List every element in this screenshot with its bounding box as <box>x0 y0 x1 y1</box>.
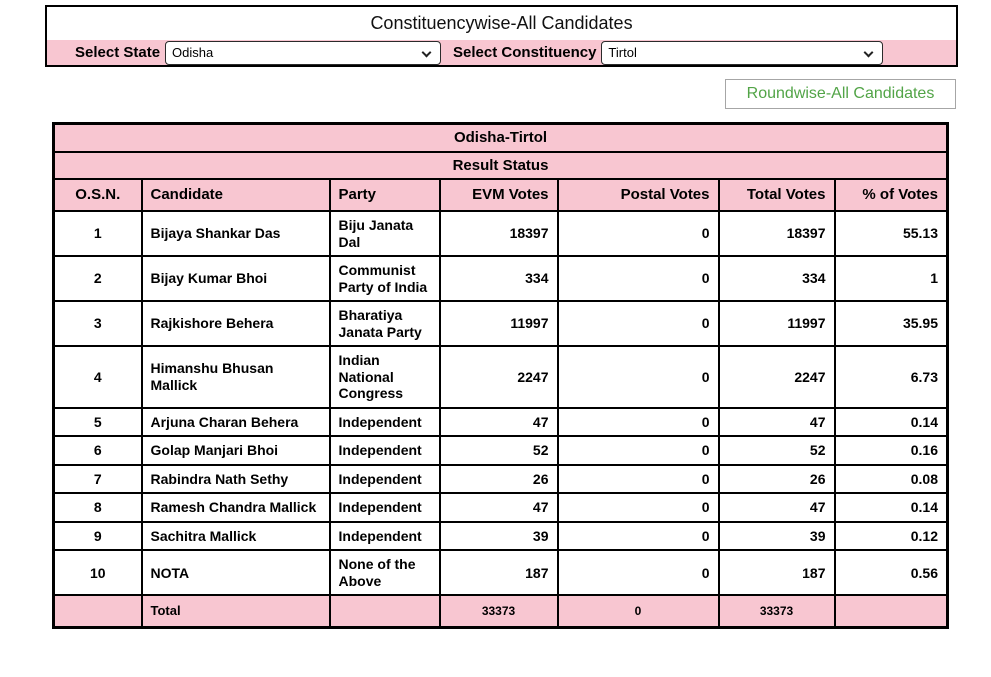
header-panel <box>45 5 958 67</box>
cell-pct-votes: 55.13 <box>835 211 948 256</box>
cell-total-votes: 334 <box>719 256 835 301</box>
cell-party: Independent <box>330 493 440 522</box>
cell-evm-votes: 11997 <box>440 301 558 346</box>
cell-pct-votes: 0.12 <box>835 522 948 551</box>
cell-evm-votes: 39 <box>440 522 558 551</box>
table-row <box>54 522 948 551</box>
cell-osn: 5 <box>54 408 142 437</box>
column-header-total-votes: Total Votes <box>719 179 835 211</box>
cell-postal-votes: 0 <box>558 550 719 595</box>
column-header-evm-votes: EVM Votes <box>440 179 558 211</box>
cell-total-votes: 26 <box>719 465 835 494</box>
filter-bar <box>47 40 956 65</box>
cell-candidate: Bijay Kumar Bhoi <box>142 256 330 301</box>
cell-evm-votes: 2247 <box>440 346 558 408</box>
cell-candidate: Rajkishore Behera <box>142 301 330 346</box>
table-row <box>54 436 948 465</box>
table-subtitle: Result Status <box>54 152 948 180</box>
table-row <box>54 301 948 346</box>
table-row <box>54 256 948 301</box>
cell-total-votes: 187 <box>719 550 835 595</box>
cell-party: Independent <box>330 465 440 494</box>
total-postal-votes: 0 <box>558 595 719 627</box>
cell-total-votes: 11997 <box>719 301 835 346</box>
cell-osn: 9 <box>54 522 142 551</box>
cell-pct-votes: 1 <box>835 256 948 301</box>
cell-postal-votes: 0 <box>558 408 719 437</box>
cell-pct-votes: 35.95 <box>835 301 948 346</box>
cell-postal-votes: 0 <box>558 346 719 408</box>
select-constituency-label: Select Constituency <box>453 44 597 61</box>
table-row <box>54 346 948 408</box>
cell-postal-votes: 0 <box>558 211 719 256</box>
cell-evm-votes: 18397 <box>440 211 558 256</box>
cell-osn: 2 <box>54 256 142 301</box>
cell-osn: 7 <box>54 465 142 494</box>
chevron-down-icon <box>864 47 874 57</box>
cell-evm-votes: 334 <box>440 256 558 301</box>
cell-total-votes: 52 <box>719 436 835 465</box>
cell-osn: 4 <box>54 346 142 408</box>
column-header-pct-votes: % of Votes <box>835 179 948 211</box>
cell-evm-votes: 26 <box>440 465 558 494</box>
results-table-body <box>54 211 948 595</box>
chevron-down-icon <box>422 47 432 57</box>
cell-total-votes: 47 <box>719 408 835 437</box>
cell-pct-votes: 0.16 <box>835 436 948 465</box>
cell-evm-votes: 47 <box>440 408 558 437</box>
total-total-votes: 33373 <box>719 595 835 627</box>
cell-candidate: Ramesh Chandra Mallick <box>142 493 330 522</box>
state-select[interactable] <box>165 41 441 65</box>
column-header-candidate: Candidate <box>142 179 330 211</box>
cell-party: Communist Party of India <box>330 256 440 301</box>
cell-postal-votes: 0 <box>558 465 719 494</box>
table-title: Odisha-Tirtol <box>54 124 948 152</box>
cell-party: Bharatiya Janata Party <box>330 301 440 346</box>
cell-party: Independent <box>330 436 440 465</box>
cell-candidate: Golap Manjari Bhoi <box>142 436 330 465</box>
cell-postal-votes: 0 <box>558 522 719 551</box>
cell-total-votes: 39 <box>719 522 835 551</box>
cell-evm-votes: 187 <box>440 550 558 595</box>
cell-evm-votes: 52 <box>440 436 558 465</box>
cell-party: None of the Above <box>330 550 440 595</box>
roundwise-all-candidates-button[interactable]: Roundwise-All Candidates <box>725 79 956 109</box>
table-row <box>54 465 948 494</box>
cell-candidate: Himanshu Bhusan Mallick <box>142 346 330 408</box>
cell-osn: 6 <box>54 436 142 465</box>
cell-candidate: Bijaya Shankar Das <box>142 211 330 256</box>
cell-pct-votes: 6.73 <box>835 346 948 408</box>
cell-pct-votes: 0.14 <box>835 408 948 437</box>
cell-evm-votes: 47 <box>440 493 558 522</box>
cell-party: Indian National Congress <box>330 346 440 408</box>
cell-postal-votes: 0 <box>558 493 719 522</box>
cell-total-blank-party <box>330 595 440 627</box>
cell-total-blank-pct <box>835 595 948 627</box>
total-label: Total <box>142 595 330 627</box>
table-row <box>54 408 948 437</box>
total-row <box>54 595 948 627</box>
table-row <box>54 550 948 595</box>
cell-total-votes: 47 <box>719 493 835 522</box>
state-select-value: Odisha <box>172 45 214 60</box>
total-evm-votes: 33373 <box>440 595 558 627</box>
cell-pct-votes: 0.56 <box>835 550 948 595</box>
cell-pct-votes: 0.08 <box>835 465 948 494</box>
cell-osn: 10 <box>54 550 142 595</box>
results-table <box>52 122 949 629</box>
cell-party: Independent <box>330 408 440 437</box>
cell-total-blank-osn <box>54 595 142 627</box>
cell-total-votes: 2247 <box>719 346 835 408</box>
constituency-select[interactable] <box>601 41 883 65</box>
table-row <box>54 493 948 522</box>
cell-candidate: Rabindra Nath Sethy <box>142 465 330 494</box>
cell-osn: 3 <box>54 301 142 346</box>
cell-party: Biju Janata Dal <box>330 211 440 256</box>
cell-osn: 1 <box>54 211 142 256</box>
column-header-postal-votes: Postal Votes <box>558 179 719 211</box>
cell-osn: 8 <box>54 493 142 522</box>
table-title-row <box>54 124 948 152</box>
page-title: Constituencywise-All Candidates <box>370 13 633 33</box>
cell-candidate: Arjuna Charan Behera <box>142 408 330 437</box>
cell-party: Independent <box>330 522 440 551</box>
cell-postal-votes: 0 <box>558 301 719 346</box>
column-header-party: Party <box>330 179 440 211</box>
select-state-label: Select State <box>75 44 161 61</box>
constituency-select-value: Tirtol <box>608 45 637 60</box>
cell-pct-votes: 0.14 <box>835 493 948 522</box>
column-header-osn: O.S.N. <box>54 179 142 211</box>
column-header-row <box>54 179 948 211</box>
cell-candidate: NOTA <box>142 550 330 595</box>
cell-candidate: Sachitra Mallick <box>142 522 330 551</box>
table-subtitle-row <box>54 152 948 180</box>
cell-postal-votes: 0 <box>558 256 719 301</box>
cell-postal-votes: 0 <box>558 436 719 465</box>
cell-total-votes: 18397 <box>719 211 835 256</box>
table-row <box>54 211 948 256</box>
